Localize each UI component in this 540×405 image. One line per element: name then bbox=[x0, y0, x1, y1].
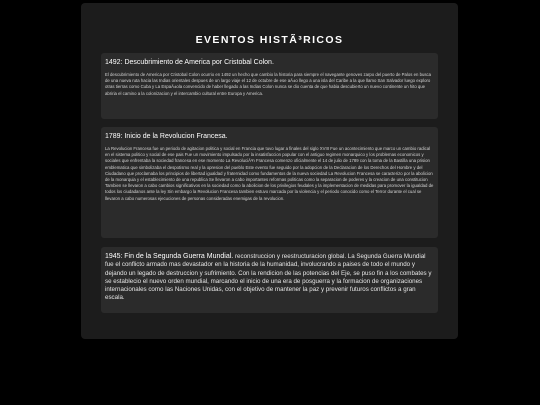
page-title: EVENTOS HISTÃ³RICOS bbox=[195, 34, 344, 46]
event-title: Inicio de la Revolucion Francesa. bbox=[124, 133, 228, 140]
event-card-1945 bbox=[101, 247, 438, 313]
events-panel bbox=[81, 3, 458, 339]
event-heading bbox=[105, 58, 434, 67]
event-title: Fin de la Segunda Guerra Mundial. bbox=[124, 253, 234, 260]
event-card-1789 bbox=[101, 127, 438, 238]
event-year: 1945: bbox=[105, 253, 123, 260]
event-year: 1789: bbox=[105, 133, 123, 140]
event-heading bbox=[105, 132, 434, 141]
event-description: La Revolucion Francesa fue un periodo de agitacion politica y social en Francia que tuvo lugar a finales del siglo XVIII Fue un acontecimiento que marco un cambio radical en el sistema politico y social de ese pais Fue un movimiento impulsado por la insatisfaccion popular con el antiguo regimen monarquico y los problemas economicos y sociales que enfrentaba la sociedad francesa en ese momento La RevoluciÃ³n Francesa comenzo oficialmente el 14 de julio de 1789 con la toma de la Bastilla una prision emblematica que simbolizaba el despotismo real y la opresion del pueblo Este evento fue seguido por la adopcion de la Declaracion de los Derechos del Hombre y del Ciudadano que proclamaba los principios de libertad igualdad y fraternidad como fundamentos de la nueva sociedad La Revolucion Francesa se caracterizo por la abolicion de la monarquia y el establecimiento de una republica Se llevaron a cabo importantes reformas politicas como la separacion de poderes y la creacion de una constitucion Tambien se llevaron a cabo cambios significativos en la sociedad como la abolicion de los privilegios feudales y la implementacion de medidas para promover la igualdad de todos los ciudadanos ante la ley Sin embargo la Revolucion Francesa tambien estuvo marcada por la violencia y el periodo conocido como el Terror durante el cual se llevaron a cabo numerosas ejecuciones de personas consideradas enemigas de la revolucion. bbox=[105, 146, 434, 201]
event-card-1492 bbox=[101, 53, 438, 119]
event-year: 1492: bbox=[105, 59, 123, 66]
event-description: reconstruccion y reestructuracion global. La Segunda Guerra Mundial fue el conflicto armado mas devastador en la historia de la humanidad, involucrando a paises de todo el mundo y dejando un legado de destruccion y sufrimiento. Con la rendicion de las potencias del Eje, se puso fin a los combates y se establecio el nuevo orden mundial, marcando el inicio de una era de posguerra y la formacion de organizaciones internacionales como las Naciones Unidas, con el objetivo de mantener la paz y prevenir futuros conflictos a gran escala. bbox=[105, 253, 432, 302]
event-description: El descubrimiento de America por Cristobal Colon ocurrio en 1492 un hecho que cambio la historia para siempre el navegante genoves zarpo del puerto de Palos en busca de una nueva ruta hacia las Indias orientales despues de un largo viaje el 12 de octubre de ese aÃ±o llego a una isla del Caribe a la que llamo San Salvador luego exploro otras tierras como Cuba y La EspaÃ±ola convencido de haber llegado a las Indias Colon nunca se dio cuenta de que habia descubierto un nuevo continente un hito que abriria el camino a la colonizacion y el intercambio cultural entre Europa y America. bbox=[105, 72, 432, 96]
event-title: Descubrimiento de America por Cristobal Colon. bbox=[124, 59, 274, 66]
event-text-block bbox=[105, 253, 434, 303]
